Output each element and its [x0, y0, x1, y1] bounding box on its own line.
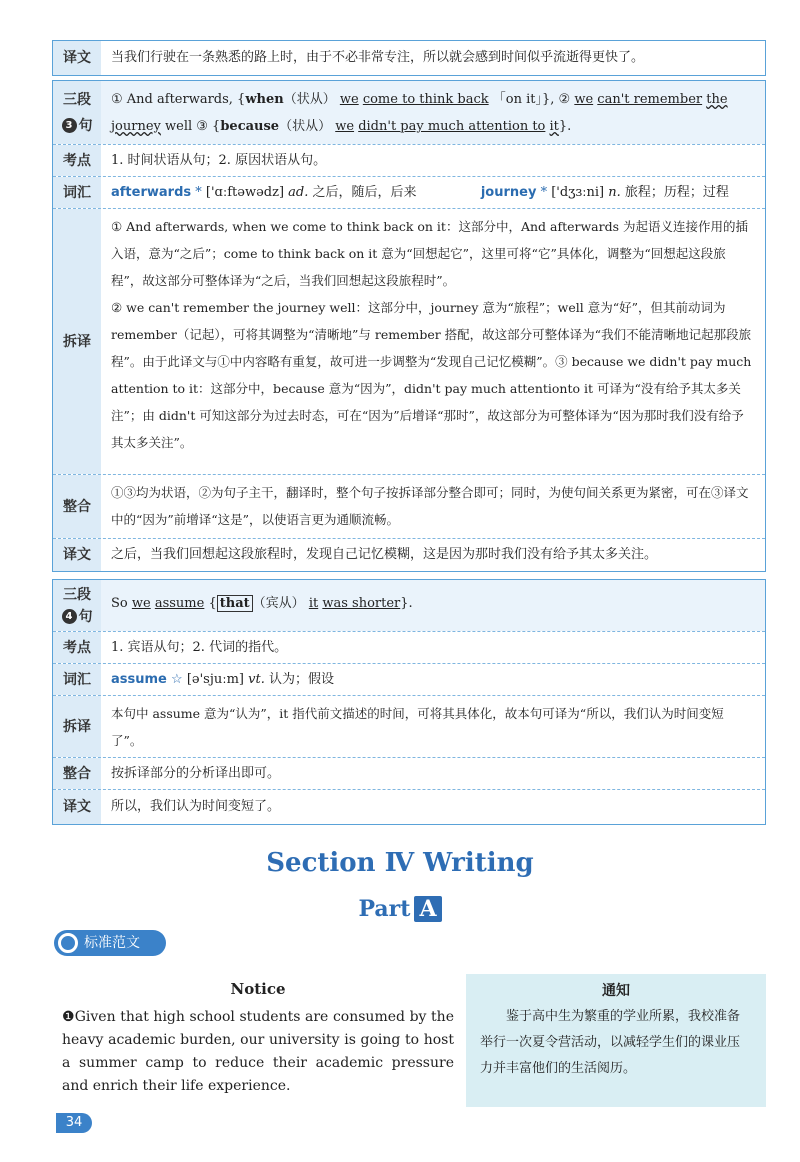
sentence-label-top: 三段: [63, 91, 91, 108]
row-label: 译文: [53, 41, 101, 75]
notice-body: [62, 1006, 454, 1098]
sentence-label-bottom: [62, 113, 93, 139]
row-label: 词汇: [53, 664, 101, 695]
object: it: [549, 119, 559, 134]
sentence-label-ju: 句: [78, 117, 93, 134]
row-label: 考点: [53, 145, 101, 176]
integrate-text: ①③均为状语，②为句子主干，翻译时，整个句子按拆译部分整合即可；同时，为使句间关系更为紧密，可在③译文中的“因为”前增译“这是”，以使语言更为通顺流畅。: [111, 485, 749, 527]
row-label: 整合: [53, 758, 101, 789]
phonetic: ['ɑːftəwədz]: [205, 185, 285, 200]
vocab-word: afterwards: [111, 185, 192, 200]
part-of-speech: vt.: [248, 672, 265, 687]
vocab-row: [53, 177, 765, 209]
sentence-text: well ③ {: [165, 119, 221, 134]
chinese-notice-title: 通知: [602, 983, 630, 999]
translation-row: [53, 539, 765, 571]
english-sentence: [101, 81, 765, 144]
breakdown-row: [53, 209, 765, 475]
sentence-row: [53, 81, 765, 145]
vocab-word: journey: [480, 185, 537, 200]
top-translation-table: [52, 40, 766, 76]
sentence-label-bottom: [62, 606, 93, 628]
integrate-row: [53, 475, 765, 539]
part-of-speech: n.: [608, 185, 621, 200]
sentence-4-table: [52, 579, 766, 825]
chinese-notice-box: [466, 974, 766, 1107]
part-label: Part: [358, 896, 411, 922]
predicate: didn't pay much attention to: [358, 119, 546, 134]
star-icon: ☆: [171, 672, 183, 687]
breakdown-text: 本句中 assume 意为“认为”，it 指代前文描述的时间，可将其具体化，故本句可译为“所以，我们认为时间变短了”。: [111, 706, 724, 748]
page-number: 34: [56, 1113, 92, 1133]
points-row: [53, 632, 765, 664]
sentence-text: So: [111, 596, 128, 611]
subject: we: [339, 92, 359, 107]
subject: it: [308, 596, 319, 611]
clause-type: （宾从）: [252, 596, 305, 611]
subject: we: [574, 92, 594, 107]
row-label: 译文: [53, 539, 101, 571]
sentence-label: [53, 81, 101, 144]
vocab-word: assume: [111, 672, 167, 687]
definition: 之后，随后，后来: [312, 185, 417, 200]
sentence-3-table: [52, 80, 766, 572]
row-label: 拆译: [53, 696, 101, 757]
definition: 认为；假设: [269, 672, 335, 687]
points-row: [53, 145, 765, 177]
subject: we: [131, 596, 151, 611]
part-title: [0, 896, 800, 922]
integrate-text: 按拆译部分的分析译出即可。: [111, 766, 281, 781]
clause-type: （状从）: [283, 92, 336, 107]
row-label: 拆译: [53, 209, 101, 474]
translation-row: [53, 790, 765, 824]
translation-row: [53, 41, 765, 75]
sentence-number-badge: 4: [62, 609, 77, 624]
integrate-row: [53, 758, 765, 790]
english-sentence: [101, 580, 765, 631]
part-of-speech: ad.: [288, 185, 309, 200]
sentence-text: }.: [400, 596, 413, 611]
conjunction: because: [220, 119, 280, 134]
definition: 旅程；历程；过程: [624, 185, 729, 200]
clause-num: ①: [111, 92, 123, 107]
subject: we: [335, 119, 355, 134]
section-title: Section Ⅳ Writing: [266, 848, 534, 878]
sentence-label-top: 三段: [63, 586, 91, 603]
predicate: come to think back: [362, 92, 489, 107]
chinese-notice-text: 鉴于高中生为繁重的学业所累，我校准备举行一次夏令营活动，以减轻学生们的课业压力并丰富他们的生活阅历。: [480, 1009, 741, 1076]
star-icon: *: [540, 185, 548, 200]
vocab-row: [53, 664, 765, 696]
breakdown-content: [101, 209, 765, 474]
conjunction: that: [217, 595, 253, 612]
sentence-text: {: [208, 596, 217, 611]
badge-label: 标准范文: [84, 935, 140, 951]
breakdown-paragraph: ② we can't remember the journey well：这部分中，journey 意为“旅程”；well 意为“好”，但其前动词为 remember（记起），可将其调整为“清晰地”与 remember 搭配，故这部分可整体译为“我们不能清晰地记起那段旅程”。由于此译文与①中内容略有重复，故可进一步调整为“发现自己记忆模糊”。③ because we didn't pay much attention to it：这部分中，because 意为“因为”，didn't pay much attentionto it 可译为“没有给予其太多关注”；由 didn't 可知这部分为过去时态，可在“因为”后增译“那时”，故这部分为可整体译为“因为那时我们没有给予其太多关注”。: [111, 300, 752, 450]
row-label: 整合: [53, 475, 101, 538]
sentence-label: [53, 580, 101, 631]
sentence-text: }.: [558, 119, 572, 134]
phonetic: [ə'sjuːm]: [186, 672, 245, 687]
points-text: 1. 宾语从句；2. 代词的指代。: [111, 640, 288, 655]
conjunction: when: [245, 92, 284, 107]
predicate: assume: [154, 596, 205, 611]
sentence-label-ju: 句: [78, 608, 93, 625]
translation-text: 之后，当我们回想起这段旅程时，发现自己记忆模糊，这是因为那时我们没有给予其太多关注。: [111, 547, 658, 562]
adverbial: 「on it」}, ②: [492, 92, 571, 107]
breakdown-row: [53, 696, 765, 758]
part-letter: A: [414, 896, 441, 922]
row-label: 考点: [53, 632, 101, 663]
object: the journey: [111, 92, 728, 134]
breakdown-paragraph: ① And afterwards, when we come to think back on it：这部分中，And afterwards 为起语义连接作用的插入语，意为“之后”；come to think back on it 意为“回想起它”，这里可将“它”具体化，调整为“回想起这段旅程”，故这部分可整体译为“之后，当我们回想起这段旅程时”。: [111, 219, 749, 288]
sentence-number-badge: 3: [62, 118, 77, 133]
sentence-row: [53, 580, 765, 632]
clause-type: （状从）: [279, 119, 332, 134]
row-label: 词汇: [53, 177, 101, 208]
vocab-content: [101, 664, 765, 695]
predicate: can't remember: [597, 92, 703, 107]
paragraph-number: ❶: [62, 1009, 75, 1025]
translation-text: 当我们行驶在一条熟悉的路上时，由于不必非常专注，所以就会感到时间似乎流逝得更快了。: [111, 50, 645, 65]
vocab-content: [101, 177, 765, 208]
model-essay-badge: [54, 930, 166, 956]
star-icon: *: [195, 185, 202, 200]
phonetic: ['dʒɜːni]: [551, 185, 605, 200]
points-text: 1. 时间状语从句；2. 原因状语从句。: [111, 153, 327, 168]
translation-text: 所以，我们认为时间变短了。: [111, 799, 281, 814]
notice-text: Given that high school students are consumed by the heavy academic burden, our university is going to host a summer camp to reduce their academic pressure and enrich their life experience.: [62, 1009, 454, 1094]
notice-title: Notice: [230, 980, 286, 998]
row-label: 译文: [53, 790, 101, 824]
predicate: was shorter: [322, 596, 401, 611]
sentence-text: And afterwards, {: [126, 92, 246, 107]
magnifier-icon: [58, 933, 78, 953]
